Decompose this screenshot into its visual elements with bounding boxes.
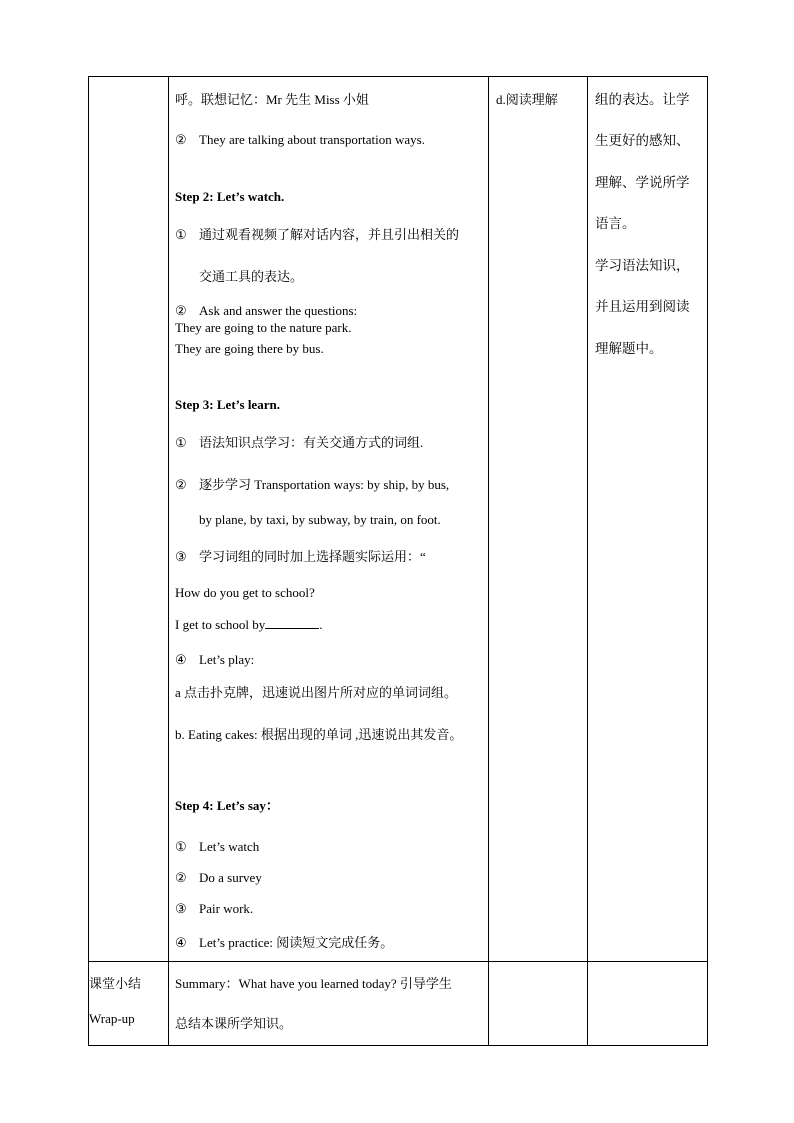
blank-suffix: . <box>319 617 323 632</box>
process-line-text: 学习词组的同时加上选择题实际运用：“ <box>199 549 426 564</box>
process-line-16 <box>175 652 254 668</box>
purpose-line: 学习语法知识， <box>595 258 690 273</box>
lesson-plan-table <box>88 76 708 1046</box>
step-2-heading: Step 2: Let’s watch. <box>175 189 285 204</box>
process-line-text: Let’s watch <box>199 839 260 854</box>
purpose-line: 理解题中。 <box>595 341 663 356</box>
circled-number: ③ <box>175 549 187 564</box>
process-line-8: They are going there by bus. <box>175 341 324 356</box>
process-line-15 <box>175 616 323 633</box>
circled-number: ② <box>175 303 187 318</box>
step-3-heading: Step 3: Let’s learn. <box>175 397 280 412</box>
circled-number: ① <box>175 227 187 242</box>
circled-number: ③ <box>175 901 187 916</box>
table-row-wrap-up <box>89 962 708 1046</box>
summary-activity-cell-empty <box>489 962 588 1046</box>
section-label-cell <box>89 962 169 1046</box>
process-line-text: They are talking about transportation ways. <box>199 132 425 147</box>
process-line-17: a 点击扑克牌，迅速说出图片所对应的单词词组。 <box>175 685 458 700</box>
process-line-5: 交通工具的表达。 <box>199 269 304 284</box>
circled-number: ② <box>175 870 187 885</box>
purpose-line: 理解、学说所学 <box>595 175 690 190</box>
circled-number: ① <box>175 839 187 854</box>
process-line-10 <box>175 435 423 451</box>
purpose-line: 并且运用到阅读 <box>595 299 690 314</box>
step-4-heading: Step 4: Let’s say： <box>175 798 279 813</box>
circled-number: ② <box>175 477 187 492</box>
circled-number: ④ <box>175 935 187 950</box>
circled-number: ① <box>175 435 187 450</box>
process-line-2 <box>175 132 425 148</box>
summary-line-1: Summary：What have you learned today? 引导学生 <box>175 976 452 991</box>
process-line-13 <box>175 549 426 565</box>
purpose-line: 组的表达。让学 <box>595 92 690 107</box>
process-line-18: b. Eating cakes: 根据出现的单词 ,迅速说出其发音。 <box>175 727 463 742</box>
process-line-4 <box>175 227 459 243</box>
process-line-12: by plane, by taxi, by subway, by train, on foot. <box>199 512 441 527</box>
process-line-6 <box>175 303 357 319</box>
table-row-teaching-process <box>89 77 708 962</box>
section-label-english: Wrap-up <box>89 1011 135 1026</box>
process-line-text: Ask and answer the questions: <box>199 303 358 318</box>
process-line-text: 逐步学习 Transportation ways: by ship, by bus, <box>199 477 450 492</box>
process-line-14: How do you get to school? <box>175 585 315 600</box>
process-line-1: 呼。联想记忆：Mr 先生 Miss 小姐 <box>175 92 369 107</box>
process-line-text: Do a survey <box>199 870 262 885</box>
process-line-text: Pair work. <box>199 901 254 916</box>
process-line-23 <box>175 935 393 951</box>
process-line-text: Let’s practice: 阅读短文完成任务。 <box>199 935 394 950</box>
purpose-cell <box>588 77 708 962</box>
circled-number: ② <box>175 132 187 147</box>
process-cell <box>169 77 489 962</box>
process-line-20 <box>175 839 259 855</box>
section-label-cell-empty <box>89 77 169 962</box>
purpose-line: 生更好的感知、 <box>595 133 690 148</box>
process-line-text: 通过观看视频了解对话内容，并且引出相关的 <box>199 227 460 242</box>
summary-purpose-cell-empty <box>588 962 708 1046</box>
process-line-22 <box>175 901 253 917</box>
section-label-chinese: 课堂小结 <box>89 976 142 991</box>
process-line-text: Let’s play: <box>199 652 255 667</box>
circled-number: ④ <box>175 652 187 667</box>
process-line-text: 语法知识点学习：有关交通方式的词组. <box>199 435 424 450</box>
process-line-21 <box>175 870 262 886</box>
summary-line-2: 总结本课所学知识。 <box>175 1016 293 1031</box>
purpose-line: 语言。 <box>595 216 636 231</box>
activity-cell <box>489 77 588 962</box>
summary-cell <box>169 962 489 1046</box>
answer-blank <box>265 616 319 629</box>
process-line-11 <box>175 477 449 493</box>
fill-in-prompt: I get to school by <box>175 617 266 632</box>
process-line-7: They are going to the nature park. <box>175 320 352 335</box>
activity-text: d.阅读理解 <box>496 92 558 107</box>
